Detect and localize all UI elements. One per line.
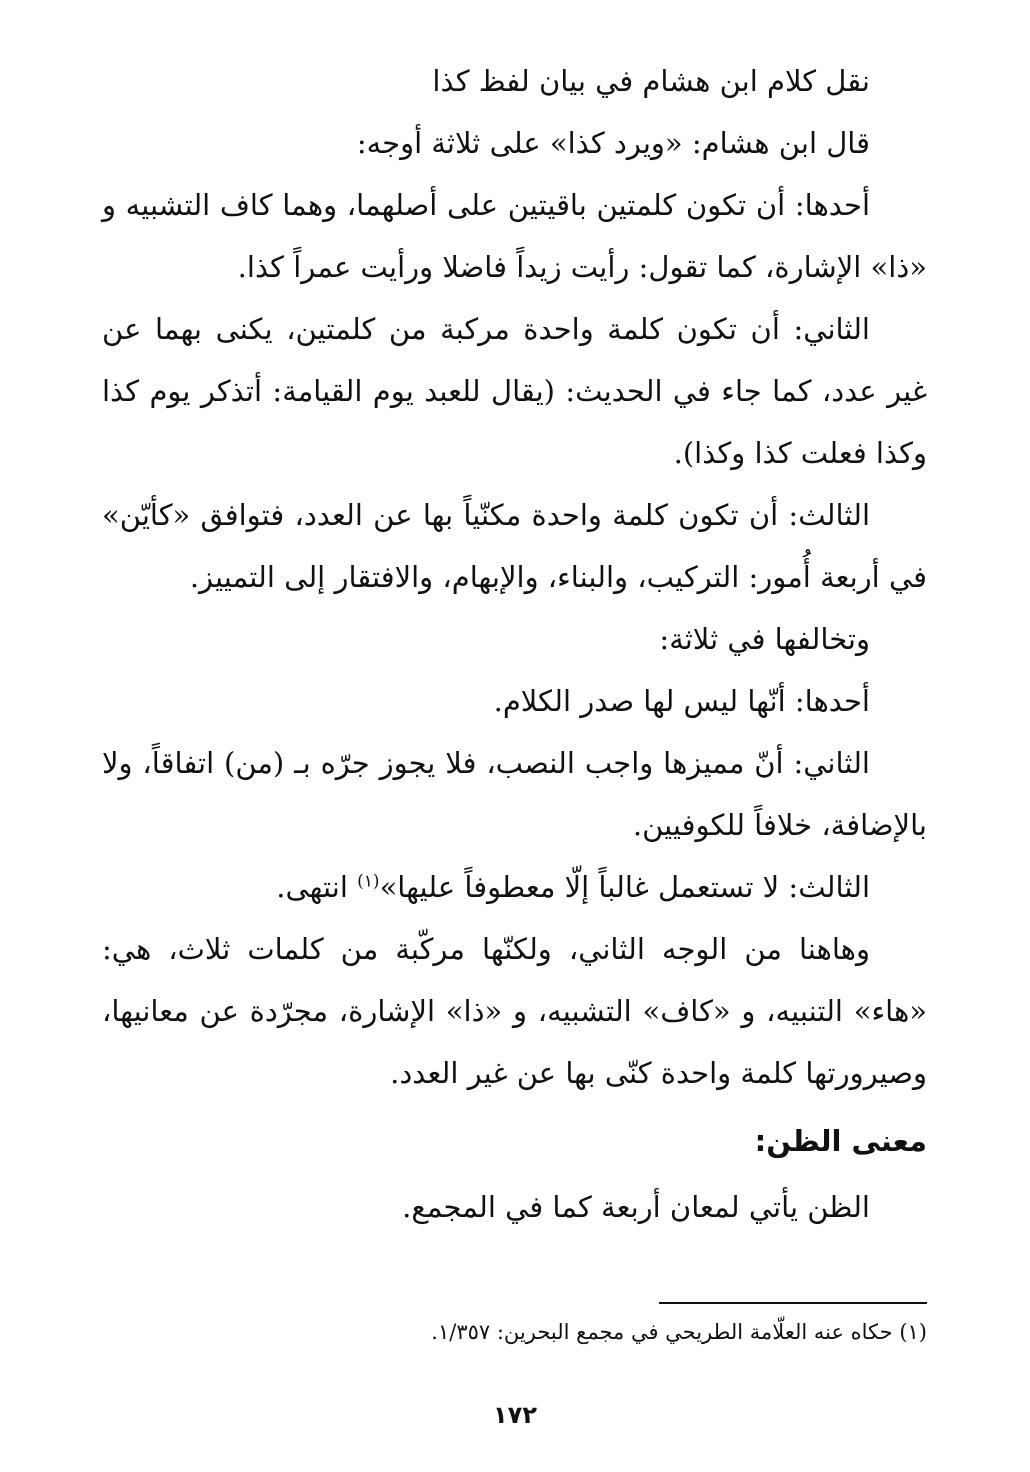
- footnote-reference: (١): [357, 871, 380, 892]
- paragraph-third-aspect: الثالث: أن تكون كلمة واحدة مكنّياً بها عن العدد، فتوافق «كأيّن» في أربعة أُمور: التركيب، والبناء، والإبهام، والافتقار إلى التمييز.: [102, 498, 927, 594]
- paragraph-quote-intro: قال ابن هشام: «ويرد كذا» على ثلاثة أوجه:: [356, 126, 870, 160]
- paragraph-second-aspect: الثاني: أن تكون كلمة واحدة مركبة من كلمتين، يكنى بهما عن غير عدد، كما جاء في الحديث: (يقال للعبد يوم القيامة: أتذكر يوم كذا وكذا فعلت كذا وكذا).: [102, 312, 927, 470]
- footnote-separator: [659, 1302, 927, 1304]
- difference-three-end: انتهى.: [276, 870, 358, 904]
- difference-three-text: الثالث: لا تستعمل غالباً إلّا معطوفاً عليها»: [379, 870, 870, 904]
- page-number: ١٧٢: [493, 1401, 537, 1429]
- paragraph-difference-two: الثاني: أنّ مميزها واجب النصب، فلا يجوز جرّه بـ (من) اتفاقاً، ولا بالإضافة، خلافاً للكوفيين.: [102, 746, 927, 842]
- paragraph-commentary: وهاهنا من الوجه الثاني، ولكنّها مركّبة من كلمات ثلاث، هي: «هاء» التنبيه، و «كاف» التشبيه، و «ذا» الإشارة، مجرّدة عن معانيها، وصيرورتها كلمة واحدة كنّى بها عن غير العدد.: [102, 932, 927, 1090]
- paragraph-first-aspect: أحدها: أن تكون كلمتين باقيتين على أصلهما، وهما كاف التشبيه و «ذا» الإشارة، كما تقول: رأيت زيداً فاضلا ورأيت عمراً كذا.: [102, 188, 927, 284]
- paragraph-title-line: نقل كلام ابن هشام في بيان لفظ كذا: [432, 64, 870, 98]
- paragraph-differences-intro: وتخالفها في ثلاثة:: [659, 622, 870, 656]
- paragraph-difference-three: [102, 856, 927, 918]
- paragraph-closing: الظن يأتي لمعان أربعة كما في المجمع.: [402, 1190, 870, 1224]
- section-heading: معنى الظن:: [754, 1124, 927, 1158]
- paragraph-difference-one: أحدها: أنّها ليس لها صدر الكلام.: [493, 684, 870, 718]
- main-text: [102, 50, 927, 1238]
- footnote: (١) حكاه عنه العلّامة الطريحي في مجمع البحرين: ١/٣٥٧.: [431, 1320, 927, 1344]
